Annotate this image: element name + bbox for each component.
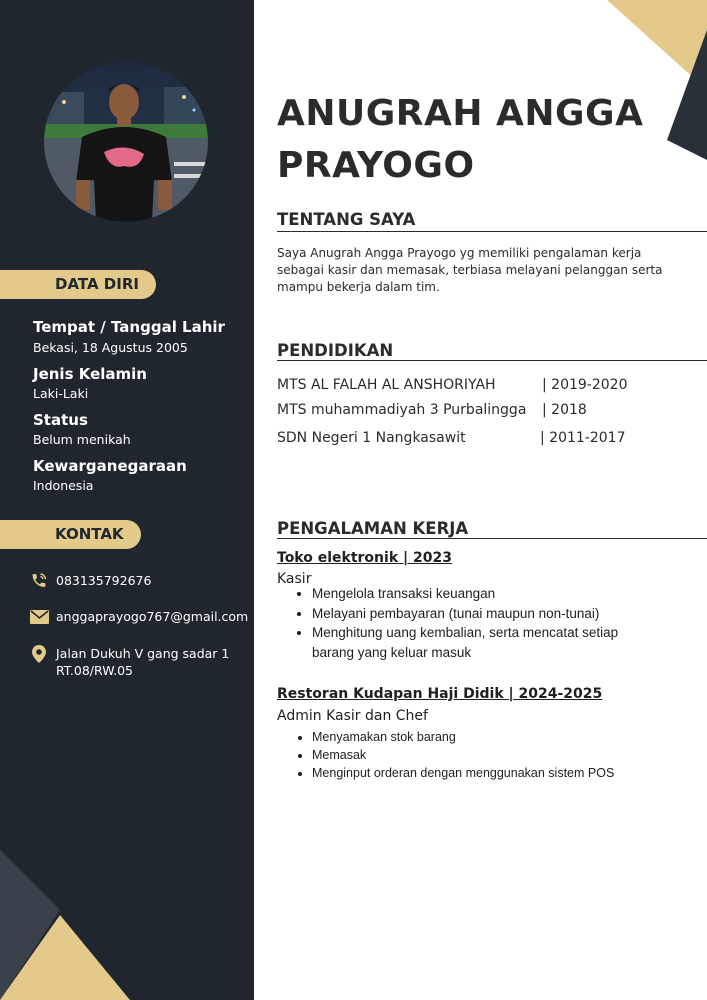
decorative-triangle-gold-bottom	[0, 915, 130, 1000]
birth-label: Tempat / Tanggal Lahir	[33, 318, 225, 336]
personal-data-heading: DATA DIRI	[0, 270, 156, 299]
job-2-duty-1: • Menyamakan stok barang	[312, 728, 702, 746]
email-address[interactable]: anggaprayogo767@gmail.com	[56, 609, 249, 624]
education-heading: PENDIDIKAN	[277, 341, 394, 360]
candidate-name-line-1: ANUGRAH ANGGA	[277, 93, 644, 134]
about-heading: TENTANG SAYA	[277, 210, 416, 229]
job-2-duty-3: • Menginput orderan dengan menggunakan sistem POS	[312, 764, 702, 782]
job-1-duty-3: • Menghitung uang kembalian, serta mencatat setiap barang yang keluar masuk	[312, 623, 652, 662]
address	[56, 645, 229, 679]
address-line-2: RT.08/RW.05	[56, 663, 134, 678]
birth-value: Bekasi, 18 Agustus 2005	[33, 340, 188, 355]
gender-value: Laki-Laki	[33, 386, 89, 401]
education-school-2: MTS muhammadiyah 3 Purbalingga	[277, 402, 527, 418]
contact-heading: KONTAK	[0, 520, 141, 549]
education-school-1: MTS AL FALAH AL ANSHORIYAH	[277, 377, 496, 393]
status-label: Status	[33, 411, 88, 429]
job-2-duty-2: • Memasak	[312, 746, 702, 764]
sidebar	[0, 0, 254, 1000]
nationality-value: Indonesia	[33, 478, 94, 493]
location-pin-icon	[32, 645, 46, 663]
gender-label: Jenis Kelamin	[33, 365, 147, 383]
nationality-label: Kewarganegaraan	[33, 457, 187, 475]
profile-photo	[44, 62, 208, 222]
job-title-2: Restoran Kudapan Haji Didik | 2024-2025	[277, 686, 603, 702]
experience-heading: PENGALAMAN KERJA	[277, 519, 469, 538]
phone-icon	[30, 572, 48, 589]
experience-divider	[277, 538, 707, 539]
job-title-1: Toko elektronik | 2023	[277, 550, 452, 566]
address-line-1: Jalan Dukuh V gang sadar 1	[56, 646, 230, 661]
phone-number[interactable]: 083135792676	[56, 573, 152, 588]
job-duties-2	[298, 728, 702, 782]
education-year-2: | 2018	[542, 402, 587, 418]
job-duties-1	[298, 584, 652, 662]
job-role-2: Admin Kasir dan Chef	[277, 708, 428, 724]
education-year-1: | 2019-2020	[542, 377, 628, 393]
candidate-name-line-2: PRAYOGO	[277, 145, 475, 186]
candidate-name	[277, 88, 697, 192]
about-text: Saya Anugrah Angga Prayogo yg memiliki pengalaman kerja sebagai kasir dan memasak, terbiasa melayani pelanggan serta mampu bekerja dalam tim.	[277, 246, 663, 294]
about-divider	[277, 231, 707, 232]
education-school-3: SDN Negeri 1 Nangkasawit	[277, 430, 466, 446]
education-divider	[277, 360, 707, 361]
education-year-3: | 2011-2017	[540, 430, 626, 446]
job-1-duty-1: • Mengelola transaksi keuangan	[312, 584, 652, 604]
job-1-duty-2: • Melayani pembayaran (tunai maupun non-tunai)	[312, 604, 652, 624]
email-icon	[30, 610, 49, 624]
job-role-1: Kasir	[277, 571, 312, 587]
main-content	[254, 0, 707, 1000]
status-value: Belum menikah	[33, 432, 131, 447]
